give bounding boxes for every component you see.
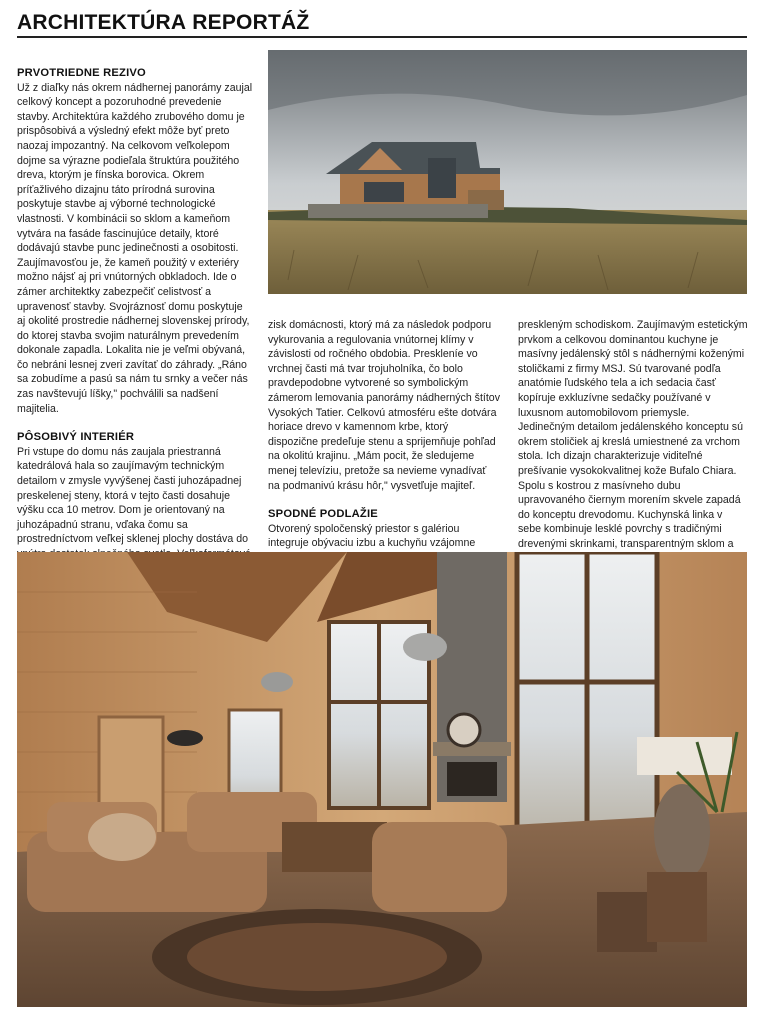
paragraph-spodne-podlazie: Otvorený spoločenský priestor s galériou integruje obývaciu izbu a kuchyňu vzájomne: [268, 522, 476, 550]
paragraph-prvotriedne-rezivo: Už z diaľky nás okrem nádhernej panorámy zaujal celkový koncept a pozoruhodné prevedenie stavby. Architektúra každého zrubového domu je prispôsobivá a výsledný efekt môže byť preto naozaj impozantný. Na celkovom veľkolepom dojme sa výrazne podieľala štruktúra použitého dreva, ktorým je fínska borovica. Okrem príťažlivého dizajnu táto prírodná surovina poskytuje stavbe aj výborné technologické vlastnosti. V kombinácii so sklom a kameňom vytvára na fasáde fascinujúce detaily, ktoré dodávajú stavbe punc jedinečnosti a osobitosti. Zaujímavosťou je, že kameň použitý v exteriéry možno nájsť aj pri vnútorných obkladoch. Ide o zámer architektky zabezpečiť celistvosť a upravenosť stavby. Svojráznosť domu poskytuje aj okolité prostredie nádhernej slovenskej prírody, do ktorej stavba svojim naturálnym prevedením dokonale zapadla. Lokalita nie je veľmi obývaná, čo nebráni lesnej zveri zavítať do záhrady. „Ráno sa zobudíme a pasú sa nám tu srnky a večer nás zas navštevujú líšky," pochválili sa nadšení majitelia.: [17, 81, 253, 415]
living-room-interior-photo: [17, 552, 747, 1007]
section-title: [17, 10, 747, 36]
header-rule: [17, 36, 747, 38]
paragraph-column-3: preskleným schodiskom. Zaujímavým estetickým prvkom a celkovou dominantou kuchyne je masívny jedálenský stôl s nádhernými koženými stoličkami z firmy MSJ. Sú tvarované podľa anatómie ľudského tela a ich sedacia časť kopíruje exkluzívne sedačky používané v luxusnom automobilovom priemysle. Jedinečným detailom jedálenského konceptu sú okrem stoličiek aj kreslá umiestnené za vrchom stola. Ich dizajn charakterizuje viditeľné prešívanie vysokokvalitnej kože Bufalo Chiara. Spolu s kostrou z masívneho dubu upravovaného čiernym morením skvele zapadá do konceptu drevodomu. Kuchynská linka v sebe kombinuje lesklé povrchy s tradičnými drevenými skrinkami, transparentným sklom a: [518, 319, 748, 550]
heading-prvotriedne-rezivo: PRVOTRIEDNE REZIVO: [17, 67, 146, 79]
article-column-2: [268, 318, 500, 566]
title-part-2: REPORTÁŽ: [192, 11, 310, 34]
article-column-3: [518, 318, 748, 581]
house-exterior-photo: [268, 50, 747, 294]
paragraph-column-2: zisk domácnosti, ktorý má za následok podporu vykurovania a regulovania vnútornej klímy v závislosti od ročného obdobia. Preskleníe vo vrchnej časti má tvar trojuholníka, čo bolo pravdepodobne vytvorené so symbolickým zámerom lemovania panorámy nádherných štítov Vysokých Tatier. Celkovú atmosféru ešte dotvára horiace drevo v kamennom krbe, ktorý dispozične predeľuje stenu a sprijemňuje pohľad na okolitú krajinu. „Mám pocit, že sledujeme menej televíziu, pretože sa nevieme vynadívať na podmanivú krásu hôr," vysvetľuje majiteľ.: [268, 319, 500, 492]
heading-posobivy-interier: PÔSOBIVÝ INTERIÉR: [17, 431, 135, 444]
heading-spodne-podlazie: SPODNÉ PODLAŽIE: [268, 508, 378, 521]
paragraph-posobivy-interier: Pri vstupe do domu nás zaujala priestranná katedrálová hala so zaujímavým technickým detailom v zmysle vyvýšenej časti juhozápadnej preskelenej steny, ktorá v tejto časti dosahuje výšku cca 10 metrov. Dom je orientovaný na juhozápadnú stranu, vďaka čomu sa prostredníctvom veľkej sklenej plochy dostáva do: [17, 445, 248, 546]
article-column-1: [17, 66, 253, 576]
page-header: [17, 10, 747, 36]
title-part-1: ARCHITEKTÚRA: [17, 11, 187, 34]
